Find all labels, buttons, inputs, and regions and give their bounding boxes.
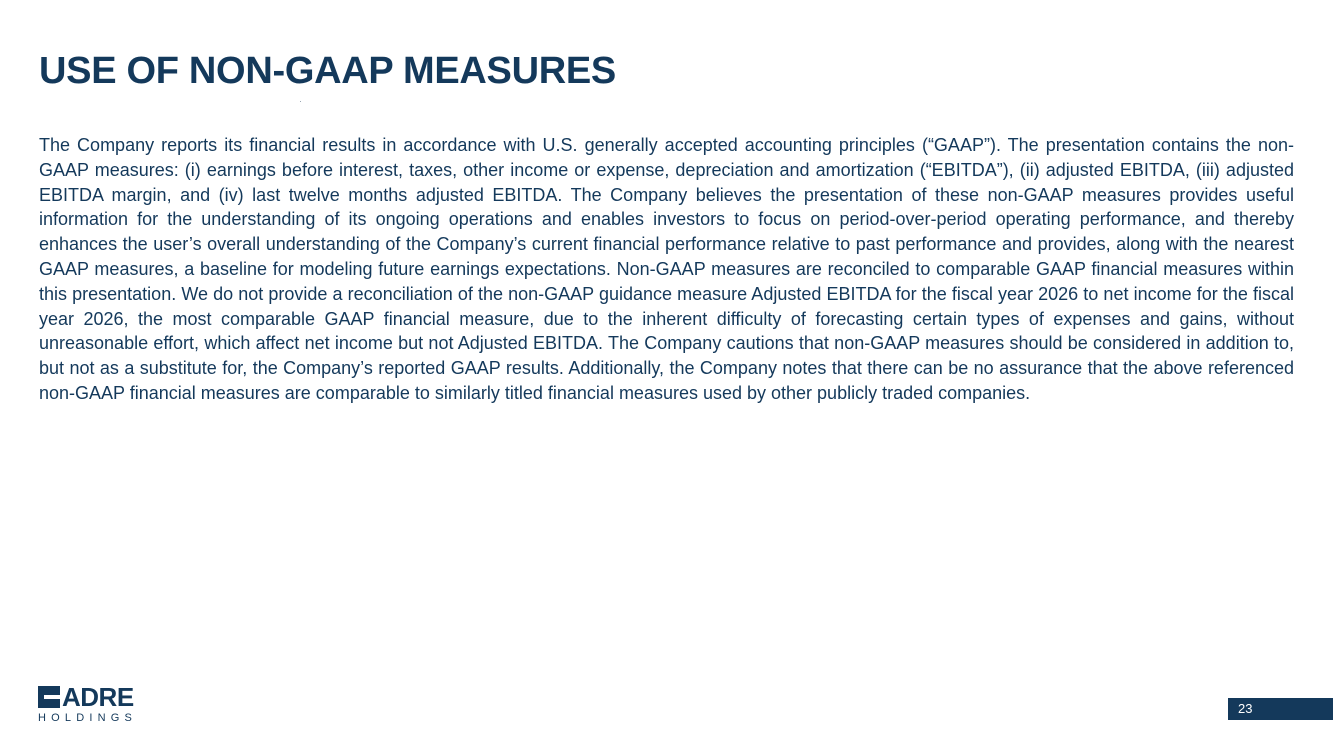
decorative-dot: [300, 101, 301, 102]
cadre-c-mark-icon: [38, 686, 60, 708]
body-paragraph: The Company reports its financial results in accordance with U.S. generally accepted accounting principles (“GAAP”). The presentation contains the non-GAAP measures: (i) earnings before interest, taxes, other income or expense, depreciation and amortization (“EBITDA”), (ii) adjusted EBITDA, (iii) adjusted EBITDA margin, and (iv) last twelve months adjusted EBITDA. The Company believes the presentation of these non-GAAP measures provides useful information for the understanding of its ongoing operations and enables investors to focus on period-over-period operating performance, and thereby enhances the user’s overall understanding of the Company’s current financial performance relative to past performance and provides, along with the nearest GAAP measures, a baseline for modeling future earnings expectations. Non-GAAP measures are reconciled to comparable GAAP financial measures within this presentation. We do not provide a reconciliation of the non-GAAP guidance measure Adjusted EBITDA for the fiscal year 2026 to net income for the fiscal year 2026, the most comparable GAAP financial measure, due to the inherent difficulty of forecasting certain types of expenses and gains, without unreasonable effort, which affect net income but not Adjusted EBITDA. The Company cautions that non-GAAP measures should be considered in addition to, but not as a substitute for, the Company’s reported GAAP results. Additionally, the Company notes that there can be no assurance that the above referenced non-GAAP financial measures are comparable to similarly titled financial measures used by other publicly traded companies.: [39, 135, 1294, 403]
page-number-bar: [1228, 698, 1333, 720]
company-logo: [38, 684, 148, 726]
logo-text: ADRE: [62, 682, 134, 712]
page-number: 23: [1238, 701, 1253, 716]
slide-title: USE OF NON-GAAP MEASURES: [39, 50, 616, 92]
logo-wordmark: [38, 684, 148, 710]
logo-subtitle: HOLDINGS: [38, 712, 138, 724]
